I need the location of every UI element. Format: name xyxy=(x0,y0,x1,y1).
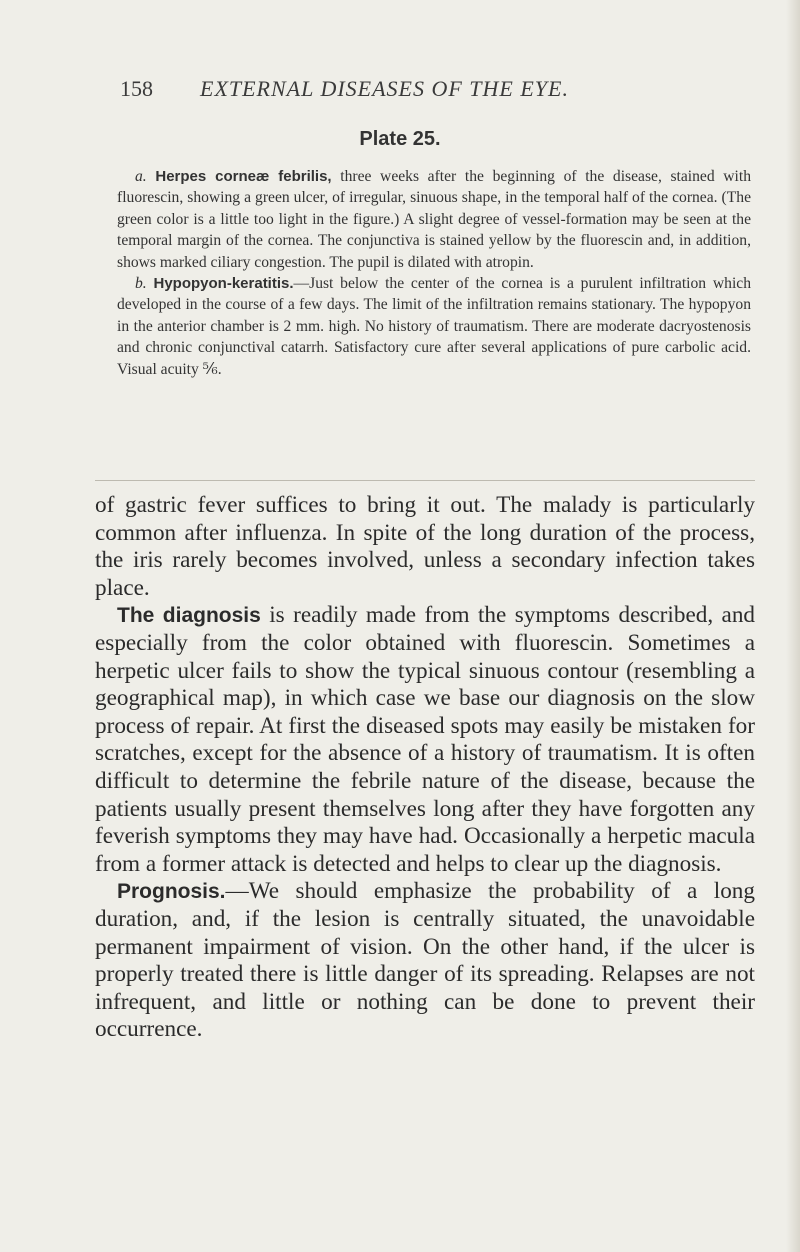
plate-caption xyxy=(117,166,751,380)
body-text xyxy=(95,492,755,1044)
page-edge xyxy=(786,0,800,1252)
caption-entry-b xyxy=(117,273,751,380)
caption-text: —Just below the center of the cornea is a purulent infiltration which developed in the course of a few days. The limit of the infiltration remains stationary. The hypopyon in the anterior chamber is 2 mm. high. No history of traumatism. There are moderate dacryostenosis and chronic conjunctival catarrh. Satisfactory cure after several applications of pure carbolic acid. Visual acuity ⅚. xyxy=(117,275,751,378)
paragraph-continuation: of gastric fever suffices to bring it out. The malady is particularly common after influenza. In spite of the long duration of the process, the iris rarely becomes involved, unless a secondary infection takes place. xyxy=(95,492,755,601)
caption-letter: b. xyxy=(135,275,147,293)
plate-title: Plate 25. xyxy=(359,128,441,150)
caption-letter: a. xyxy=(135,168,147,185)
prognosis-text: —We should emphasize the probability of a long duration, and, if the lesion is centrally situated, the unavoidable permanent impairment of vision. On the other hand, if the ulcer is properly treated there is little danger of its spreading. Relapses are not infrequent, and little or nothing can be done to prevent their occurrence. xyxy=(95,878,755,1043)
prognosis-heading: Prognosis. xyxy=(117,880,226,904)
caption-entry-a xyxy=(117,166,751,273)
caption-term: Herpes corneæ febrilis, xyxy=(155,168,332,185)
running-title: EXTERNAL DISEASES OF THE EYE. xyxy=(200,76,569,101)
diagnosis-heading: The diagnosis xyxy=(117,604,261,628)
caption-text: three weeks after the beginning of the disease, stained with fluorescin, showing a green ulcer, of irregular, sinuous shape, in the temporal half of the cornea. (The green color is a little too light in the figure.) A slight degree of vessel-formation may be seen at the temporal margin of the cornea. The conjunctiva is stained yellow by the fluorescin and, in addition, shows marked ciliary congestion. The pupil is dilated with atropin. xyxy=(117,168,752,271)
caption-divider xyxy=(95,480,755,481)
diagnosis-text: is readily made from the symptoms described, and especially from the color obtained with fluorescin. Sometimes a herpetic ulcer fails to show the typical sinuous contour (resembling a geographical map), in which case we base our diagnosis on the slow process of repair. At first the diseased spots may easily be mistaken for scratches, except for the absence of a history of traumatism. It is often difficult to determine the febrile nature of the disease, because the patients usually present themselves long after they have forgotten any feverish symptoms they may have had. Occasionally a herpetic macula from a former attack is detected and helps to clear up the diagnosis. xyxy=(95,602,756,877)
paragraph-diagnosis xyxy=(95,602,755,878)
page-number: 158 xyxy=(120,76,153,101)
paragraph-prognosis xyxy=(95,878,755,1044)
caption-term: Hypopyon-keratitis. xyxy=(153,275,294,293)
